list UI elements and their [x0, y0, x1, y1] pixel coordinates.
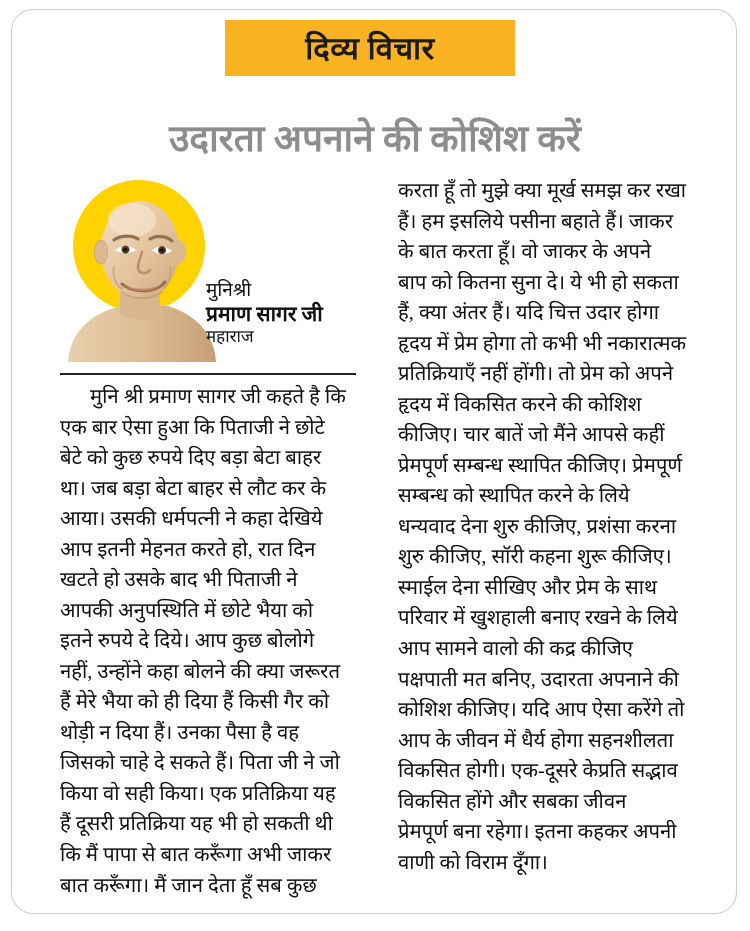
body-line: बेटे को कुछ रुपये दिए बड़ा बेटा बाहर	[60, 447, 322, 470]
body-line: विकसित होंगे और सबका जीवन	[398, 790, 627, 813]
body-line: पक्षपाती मत बनिए, उदारता अपनाने की	[398, 668, 679, 691]
body-line: परिवार में खुशहाली बनाए रखने के लिये	[398, 607, 678, 630]
body-line: प्रेमपूर्ण बना रहेगा। इतना कहकर अपनी	[398, 821, 677, 844]
body-line: हैं। हम इसलिये पसीना बहाते हैं। जाकर	[398, 210, 673, 233]
body-line: के बात करता हूँ। वो जाकर के अपने	[398, 241, 652, 264]
byline-line-1: मुनिश्री	[206, 280, 252, 301]
caption-divider	[60, 373, 356, 375]
article-headline: उदारता अपनाने की कोशिश करें	[169, 118, 581, 160]
byline-line-3: महाराज	[206, 327, 254, 347]
body-line: कि मैं पापा से बात करूँगा अभी जाकर	[60, 843, 332, 866]
column-right	[398, 176, 694, 891]
body-line: हैं मेरे भैया को ही दिया हैं किसी गैर को	[60, 691, 330, 714]
body-line: इतने रुपये दे दिये। आप कुछ बोलोगे	[60, 630, 315, 653]
body-line: हैं, क्या अंतर हैं। यदि चित्त उदार होगा	[398, 302, 660, 325]
body-line: आप सामने वालो की कद्र कीजिए	[398, 637, 633, 660]
article-body-right	[398, 176, 694, 878]
monk-portrait	[64, 186, 218, 362]
body-line: जिसको चाहे दे सकते हैं। पिता जी ने जो	[60, 752, 340, 775]
banner-title: दिव्य विचार	[305, 30, 435, 66]
body-line: प्रेमपूर्ण सम्बन्ध स्थापित कीजिए। प्रेमपूर्ण	[398, 454, 683, 477]
body-line: हैं दूसरी प्रतिक्रिया यह भी हो सकती थी	[60, 813, 333, 836]
column-left	[60, 176, 356, 897]
body-line: वाणी को विराम दूँगा।	[398, 851, 548, 874]
body-line: था। जब बड़ा बेटा बाहर से लौट कर के	[60, 477, 327, 500]
body-line: आपकी अनुपस्थिति में छोटे भैया को	[60, 599, 314, 622]
body-line: शुरु कीजिए, सॉरी कहना शुरू कीजिए।	[398, 546, 672, 569]
body-line: प्रतिक्रियाएँ नहीं होंगी। तो प्रेम को अपने	[398, 363, 674, 386]
body-line: आप इतनी मेहनत करते हो, रात दिन	[60, 538, 316, 561]
body-line: एक बार ऐसा हुआ कि पिताजी ने छोटे	[60, 416, 325, 439]
article-body-left	[60, 382, 356, 901]
byline	[206, 280, 356, 347]
body-line: विकसित होगी। एक-दूसरे केप्रति सद्भाव	[398, 760, 678, 783]
body-line: नहीं, उन्होंने कहा बोलने की क्या जरूरत	[60, 660, 341, 683]
body-line: करता हूँ तो मुझे क्या मूर्ख समझ कर रखा	[398, 180, 687, 202]
body-line: किया वो सही किया। एक प्रतिक्रिया यह	[60, 782, 336, 805]
body-line: बाप को कितना सुना दे। ये भी हो सकता	[398, 271, 679, 294]
body-line: हृदय में विकसित करने की कोशिश	[398, 393, 642, 416]
body-line: बात करूँगा। मैं जान देता हूँ सब कुछ	[60, 874, 317, 897]
portrait-block	[60, 176, 356, 372]
body-line: कोशिश कीजिए। यदि आप ऐसा करेंगे तो	[398, 699, 685, 722]
body-line: हृदय में प्रेम होगा तो कभी भी नकारात्मक	[398, 332, 687, 355]
body-line: थोड़ी न दिया हैं। उनका पैसा है वह	[60, 721, 300, 744]
section-banner	[225, 20, 515, 76]
body-line: आप के जीवन में धैर्य होगा सहनशीलता	[398, 729, 674, 752]
body-line: कीजिए। चार बातें जो मैंने आपसे कहीं	[398, 424, 665, 447]
body-line: स्माईल देना सीखिए और प्रेम के साथ	[398, 576, 657, 599]
body-line: धन्यवाद देना शुरु कीजिए, प्रशंसा करना	[398, 515, 677, 538]
byline-line-2: प्रमाण सागर जी	[206, 302, 323, 327]
body-line: मुनि श्री प्रमाण सागर जी कहते है कि	[90, 386, 346, 408]
body-line: सम्बन्ध को स्थापित करने के लिये	[398, 485, 630, 508]
body-line: आया। उसकी धर्मपत्नी ने कहा देखिये	[60, 508, 323, 531]
body-line: खटते हो उसके बाद भी पिताजी ने	[60, 569, 298, 592]
article-card	[11, 9, 737, 914]
banner-row	[12, 20, 737, 76]
article-columns	[60, 176, 694, 897]
